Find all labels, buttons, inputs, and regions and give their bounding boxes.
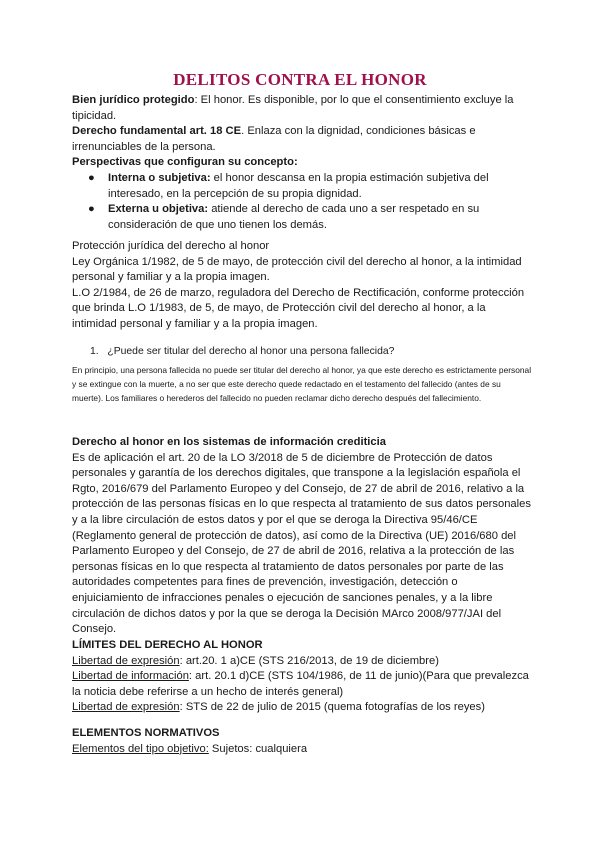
crediticia-paragraph: Es de aplicación el art. 20 de la LO 3/2018 de 5 de diciembre de Protección de datos personales y garantía de los derechos digitales, que transpone a la legislación española el Rgto, 2016/679 del Parlamento Europeo y del Consejo, de 27 de abril de 2016, relativo a la protección de las personas físicas en lo que respecta al tratamiento de sus datos personales y a la libre circulación de estos datos y por el que se deroga la Directiva 95/46/CE (Reglamento general de protección de datos), así como de la Directiva (UE) 2016/680 del Parlamento Europeo y del Consejo, de 27 de abril de 2016, relativa a la protección de las personas físicas en lo que respecta al tratamiento de datos personales por parte de las autoridades competentes para fines de prevención, investigación, detección o enjuiciamiento de infracciones penales o ejecución de sanciones penales, y a la libre circulación de dichos datos y por la que se deroga la Decisión MArco 2008/977/JAI del Consejo. (72, 451, 531, 636)
bullet-text: atiende al derecho de cada uno a ser respetado en su consideración de que uno tienen los demás. (108, 203, 480, 231)
limites-section (72, 638, 532, 716)
derecho-fundamental-text: . Enlaza con la dignidad, condiciones básicas e irrenunciables de la persona. (72, 125, 476, 153)
proteccion-heading: Protección jurídica del derecho al honor (72, 240, 270, 252)
question-item (90, 346, 394, 357)
list-item (72, 171, 532, 202)
limite-label: Libertad de expresión (72, 654, 180, 667)
proteccion-section (72, 239, 532, 333)
elementos-heading: ELEMENTOS NORMATIVOS (72, 727, 220, 739)
elementos-section (72, 726, 532, 757)
bien-juridico-text: : El honor. Es disponible, por lo que el consentimiento excluye la tipicidad. (72, 94, 514, 122)
question-text: ¿Puede ser titular del derecho al honor una persona fallecida? (107, 346, 395, 357)
limite-label: Libertad de información (72, 670, 189, 683)
crediticia-section (72, 435, 532, 638)
derecho-fundamental-label: Derecho fundamental art. 18 CE (72, 125, 242, 138)
question-number: 1. (90, 346, 99, 357)
bullet-label: Interna o subjetiva: (108, 171, 211, 184)
proteccion-paragraph-1: Ley Orgánica 1/1982, de 5 de mayo, de protección civil del derecho al honor, a la intimidad personal y familiar y a la propia imagen. (72, 255, 522, 284)
limite-text: : art. 20.1 d)CE (STS 104/1986, de 11 de junio)(Para que prevalezca la noticia debe referirse a un hecho de interés general) (72, 670, 529, 698)
bullet-text: el honor descansa en la propia estimación subjetiva del interesado, en la percepción de su propia dignidad. (108, 171, 489, 200)
bullet-label: Externa u objetiva: (108, 203, 209, 216)
intro-section (72, 93, 532, 233)
elementos-line (72, 742, 532, 758)
list-item (72, 202, 532, 233)
bullet-icon: ● (88, 203, 95, 216)
limite-text: : art.20. 1 a)CE (STS 216/2013, de 19 de diciembre) (179, 654, 439, 667)
proteccion-paragraph-2: L.O 2/1984, de 26 de marzo, reguladora del Derecho de Rectificación, conforme protección que brinda L.O 1/1983, de 5, de mayo, de Protección civil del derecho al honor, a la intimidad personal y familiar y a la propia imagen. (72, 286, 525, 330)
limites-item (72, 700, 532, 716)
limites-item (72, 654, 532, 670)
question-answer: En principio, una persona fallecida no puede ser titular del derecho al honor, ya que este derecho es estrictamente personal y se extingue con la muerte, a no ser que este derecho quede redactado en el testamento del fallecido (antes de su muerte). Los familiares o herederos del fallecido no pueden reclamar dicho derecho después del fallecimiento. (72, 365, 532, 404)
crediticia-heading: Derecho al honor en los sistemas de información crediticia (72, 436, 386, 448)
bullet-icon: ● (88, 171, 95, 184)
derecho-fundamental-paragraph (72, 124, 532, 155)
limites-heading: LÍMITES DEL DERECHO AL HONOR (72, 639, 263, 651)
limite-label: Libertad de expresión (72, 701, 180, 714)
limites-item (72, 669, 532, 700)
perspectivas-heading: Perspectivas que configuran su concepto: (72, 156, 298, 169)
document-title: DELITOS CONTRA EL HONOR (173, 70, 427, 89)
bien-juridico-label: Bien jurídico protegido (72, 94, 195, 106)
elementos-label: Elementos del tipo objetivo: (72, 742, 209, 755)
perspectivas-list (72, 171, 532, 233)
elementos-text: Sujetos: cualquiera (208, 742, 308, 755)
limite-text: : STS de 22 de julio de 2015 (quema fotografías de los reyes) (179, 701, 485, 714)
bien-juridico-paragraph (72, 93, 532, 124)
